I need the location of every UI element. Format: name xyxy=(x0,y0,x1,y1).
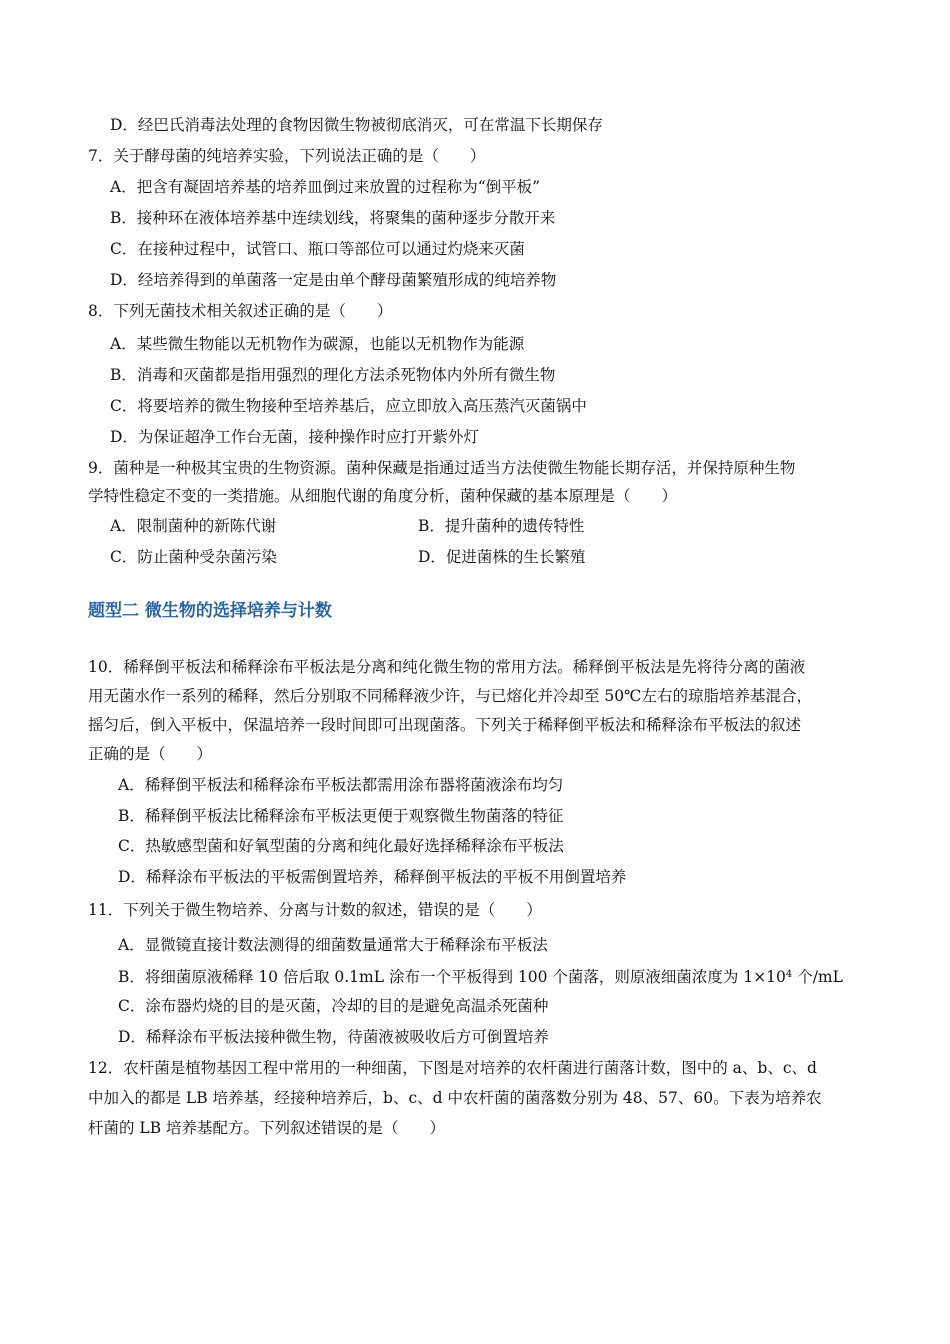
q7-option-a: A．把含有凝固培养基的培养皿倒过来放置的过程称为“倒平板” xyxy=(110,178,541,196)
q11-option-b-text: B．将细菌原液稀释 10 倍后取 0.1mL 涂布一个平板得到 100 个菌落，则原液细菌浓度为 1×10 xyxy=(118,968,786,986)
q10-stem-line-2: 用无菌水作一系列的稀释，然后分别取不同稀释液少许，与已熔化并冷却至 50℃左右的琼脂培养基混合， xyxy=(88,687,812,705)
q11-emphasis-char-1: 错 xyxy=(417,901,434,919)
q11-option-b xyxy=(118,964,843,988)
q11-option-b-exponent: 4 xyxy=(785,969,793,980)
q10-option-b: B．稀释倒平板法比稀释涂布平板法更便于观察微生物菌落的特征 xyxy=(118,807,564,825)
q11-option-d: D．稀释涂布平板法接种微生物，待菌液被吸收后方可倒置培养 xyxy=(118,1028,549,1046)
q7-option-b: B．接种环在液体培养基中连续划线，将聚集的菌种逐步分散开来 xyxy=(110,209,556,227)
q7-option-c: C．在接种过程中，试管口、瓶口等部位可以通过灼烧来灭菌 xyxy=(110,240,525,258)
q8-option-b: B．消毒和灭菌都是指用强烈的理化方法杀死物体内外所有微生物 xyxy=(110,366,556,384)
q12-stem-line-2: 中加入的都是 LB 培养基，经接种培养后，b、c、d 中农杆菌的菌落数分别为 48、57、60。下表为培养农 xyxy=(88,1089,822,1107)
q8-stem: 8．下列无菌技术相关叙述正确的是（ ） xyxy=(88,302,393,320)
q11-option-c: C．涂布器灼烧的目的是灭菌，冷却的目的是避免高温杀死菌种 xyxy=(118,997,549,1015)
q11-stem-suffix: 的是（ ） xyxy=(448,901,542,919)
q10-option-d: D．稀释涂布平板法的平板需倒置培养，稀释倒平板法的平板不用倒置培养 xyxy=(118,868,627,886)
q7-option-d: D．经培养得到的单菌落一定是由单个酵母菌繁殖形成的纯培养物 xyxy=(110,271,557,289)
q7-stem: 7．关于酵母菌的纯培养实验，下列说法正确的是（ ） xyxy=(88,147,486,165)
q8-option-a: A．某些微生物能以无机物作为碳源，也能以无机物作为能源 xyxy=(110,335,525,353)
q12-stem-line-1: 12．农杆菌是植物基因工程中常用的一种细菌，下图是对培养的农杆菌进行菌落计数，图中的 a、b、c、d xyxy=(88,1059,817,1077)
q12-stem-line-3: 杆菌的 LB 培养基配方。下列叙述错误的是（ ） xyxy=(88,1119,446,1137)
q10-stem-line-1: 10．稀释倒平板法和稀释涂布平板法是分离和纯化微生物的常用方法。稀释倒平板法是先将待分离的菌液 xyxy=(88,658,806,676)
q10-stem-line-3: 摇匀后，倒入平板中，保温培养一段时间即可出现菌落。下列关于稀释倒平板法和稀释涂布平板法的叙述 xyxy=(88,716,802,734)
q9-stem-line-1: 9．菌种是一种极其宝贵的生物资源。菌种保藏是指通过适当方法使微生物能长期存活，并保持原种生物 xyxy=(88,459,796,477)
q8-option-c: C．将要培养的微生物接种至培养基后，应立即放入高压蒸汽灭菌锅中 xyxy=(110,397,587,415)
q10-option-c: C．热敏感型菌和好氧型菌的分离和纯化最好选择稀释涂布平板法 xyxy=(118,837,564,855)
q9-option-d: D．促进菌株的生长繁殖 xyxy=(418,548,586,566)
q9-option-b: B．提升菌种的遗传特性 xyxy=(418,517,585,535)
q11-option-a: A．显微镜直接计数法测得的细菌数量通常大于稀释涂布平板法 xyxy=(118,936,548,954)
q11-option-b-unit: 个/mL xyxy=(792,968,843,986)
section-heading: 题型二 微生物的选择培养与计数 xyxy=(88,601,332,621)
q11-stem xyxy=(88,899,542,921)
q6-option-d: D．经巴氏消毒法处理的食物因微生物被彻底消灭，可在常温下长期保存 xyxy=(110,116,603,134)
q9-option-c: C．防止菌种受杂菌污染 xyxy=(110,548,277,566)
q10-stem-line-4: 正确的是（ ） xyxy=(88,745,213,763)
q10-option-a: A．稀释倒平板法和稀释涂布平板法都需用涂布器将菌液涂布均匀 xyxy=(118,776,564,794)
q9-option-a: A．限制菌种的新陈代谢 xyxy=(110,517,277,535)
q11-stem-prefix: 11．下列关于微生物培养、分离与计数的叙述， xyxy=(88,901,418,919)
q11-emphasis-char-2: 误 xyxy=(433,901,449,919)
q8-option-d: D．为保证超净工作台无菌，接种操作时应打开紫外灯 xyxy=(110,428,479,446)
q9-stem-line-2: 学特性稳定不变的一类措施。从细胞代谢的角度分析，菌种保藏的基本原理是（ ） xyxy=(88,487,678,505)
